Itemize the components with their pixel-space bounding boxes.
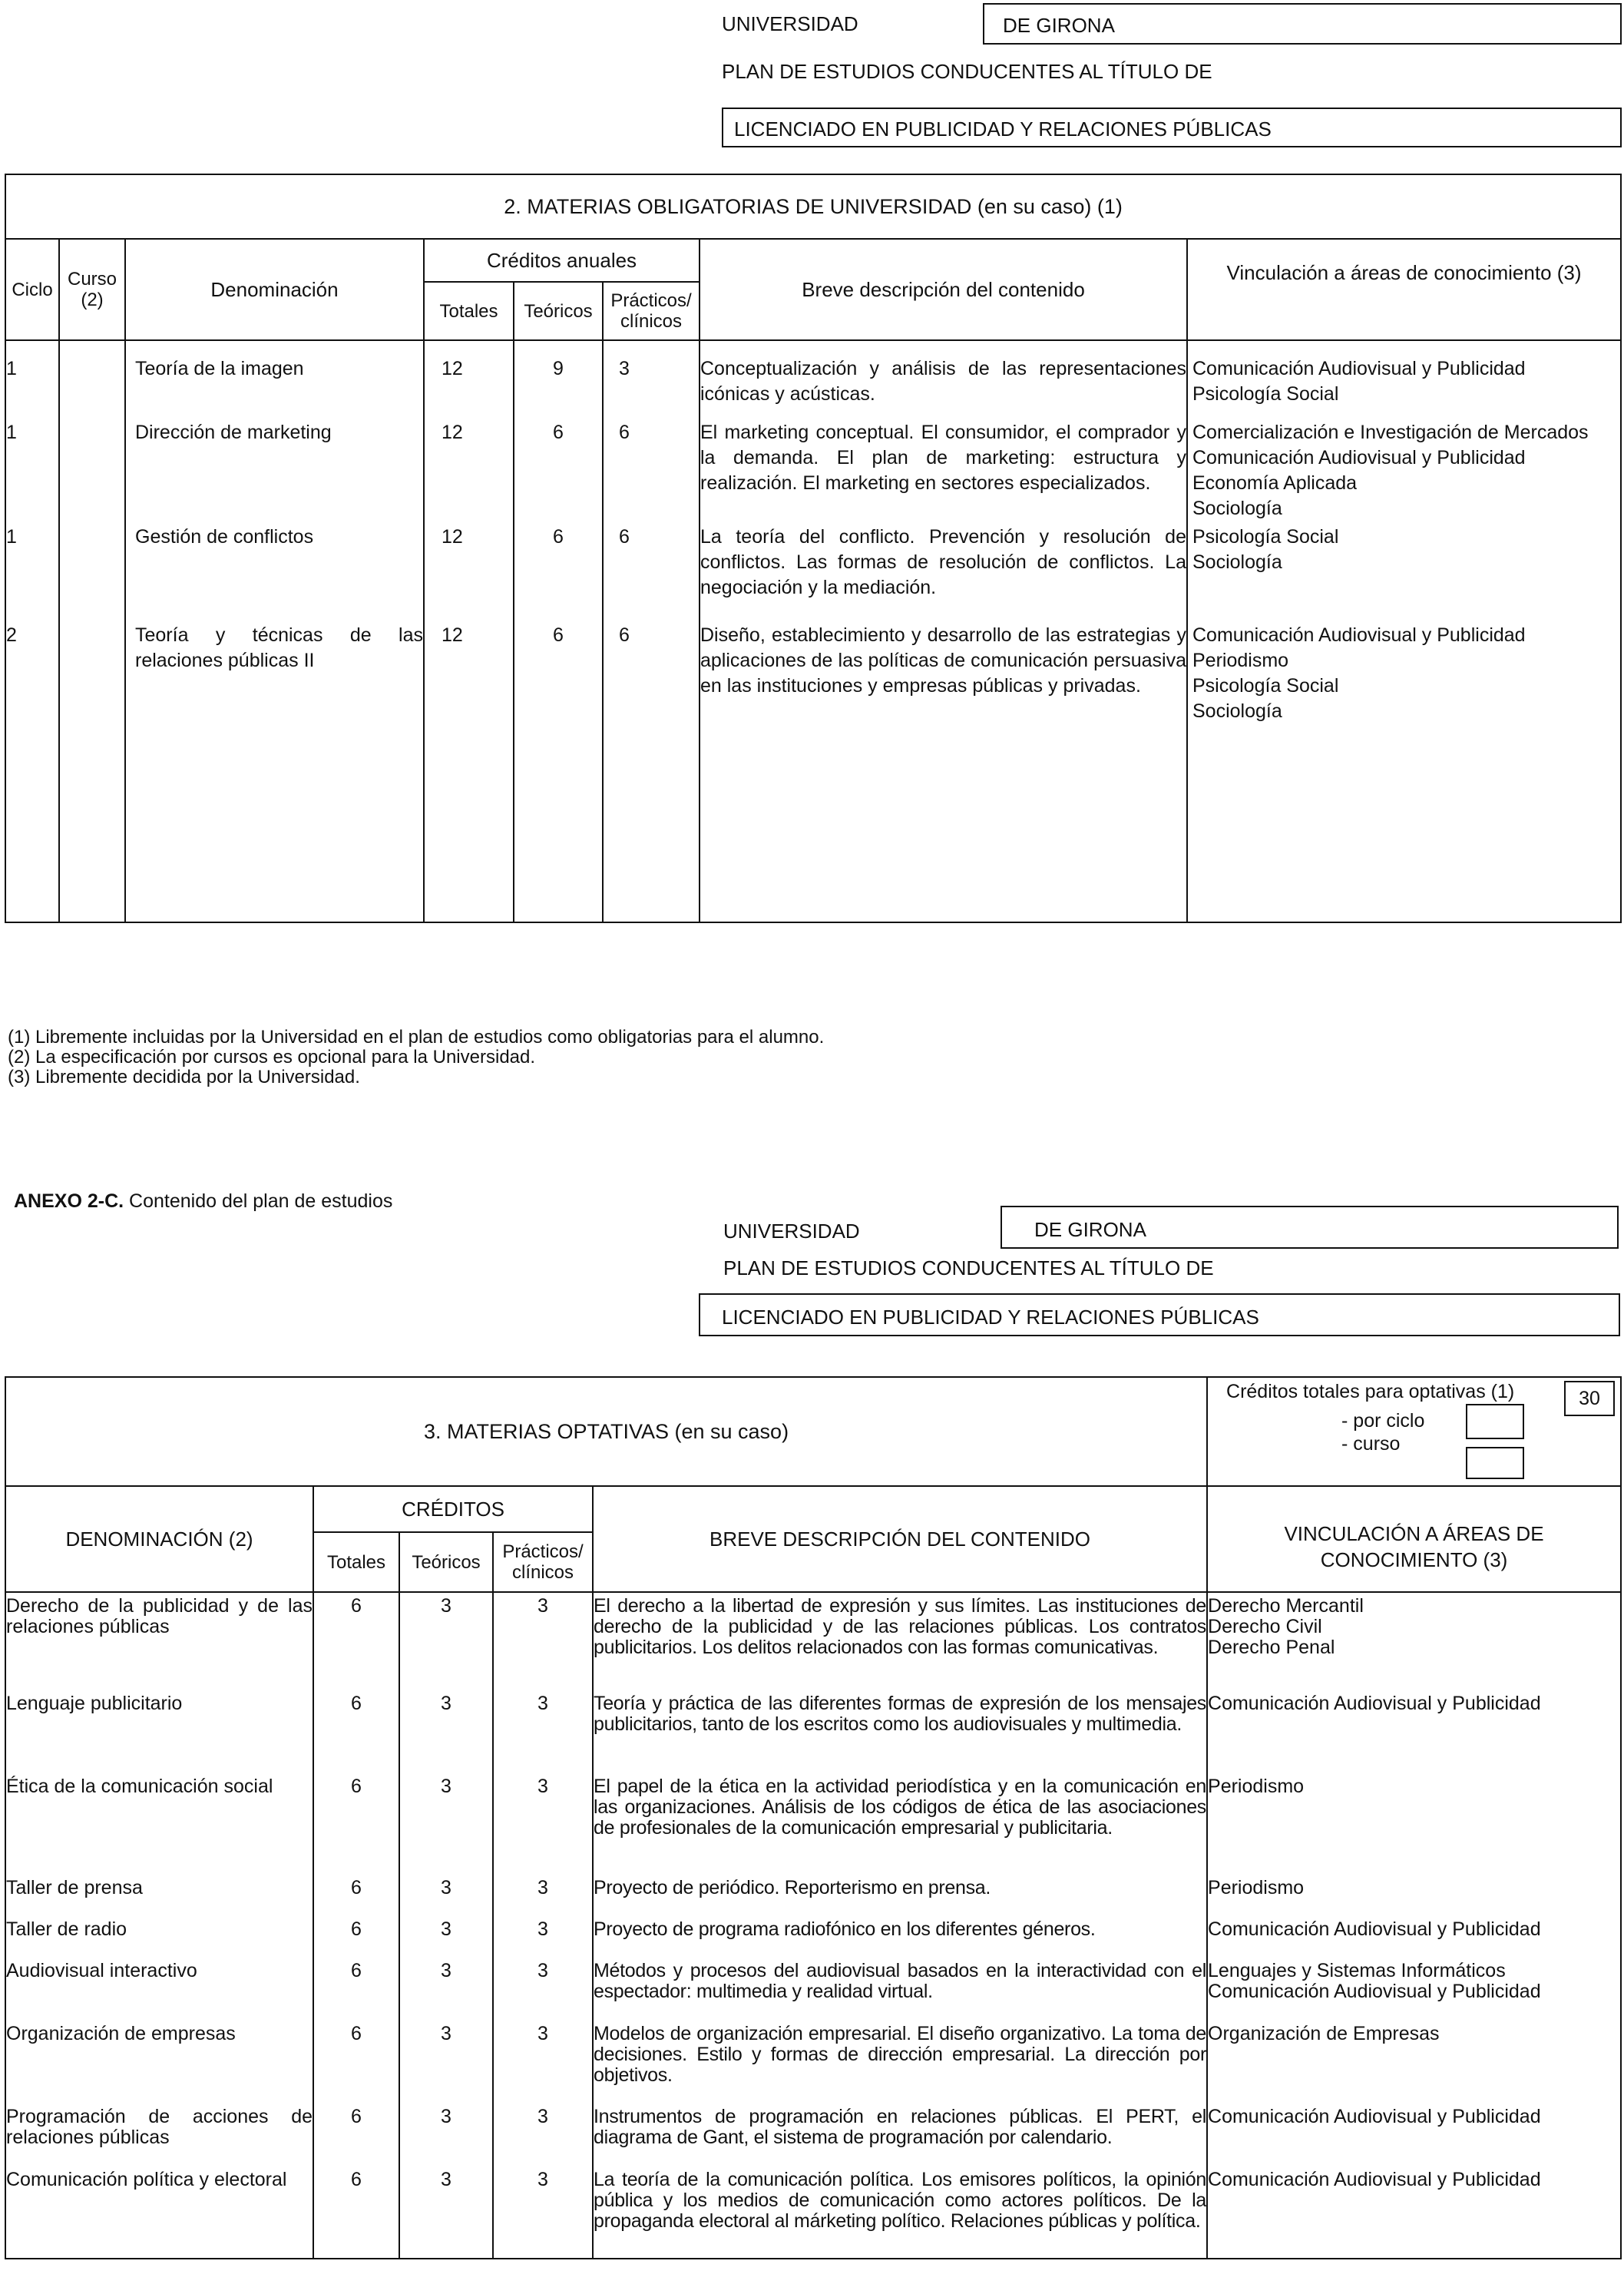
areas-cell	[1187, 521, 1621, 620]
col-teoricos2-header: Teóricos	[399, 1532, 493, 1592]
table-row	[5, 1592, 1621, 1693]
col-curso-header: Curso (2)	[59, 239, 125, 340]
practicos-cell: 3	[493, 2024, 593, 2107]
col-totales-header: Totales	[424, 282, 514, 340]
areas-cell	[1207, 1878, 1621, 1919]
curso-cell	[59, 417, 125, 521]
ciclo-cell: 1	[5, 340, 59, 417]
areas-cell	[1207, 1592, 1621, 1693]
area-item: Comunicación Audiovisual y Publicidad	[1208, 2106, 1541, 2127]
teoricos-cell: 3	[399, 1961, 493, 2024]
areas-cell	[1187, 340, 1621, 417]
universidad-label-b: UNIVERSIDAD	[723, 1220, 860, 1243]
totales-cell: 6	[313, 2107, 399, 2170]
table-row	[5, 1919, 1621, 1961]
footnote-2: (2) La especificación por cursos es opcional para la Universidad.	[8, 1047, 536, 1068]
descripcion-cell: El marketing conceptual. El consumidor, el comprador y la demanda. El plan de marketing: estructura y realización. El marketing en sectores especializados.	[700, 417, 1187, 521]
plan-label-b: PLAN DE ESTUDIOS CONDUCENTES AL TÍTULO DE	[723, 1256, 1214, 1279]
totales-cell: 6	[313, 2024, 399, 2107]
teoricos-cell: 3	[399, 1878, 493, 1919]
table-row	[5, 1878, 1621, 1919]
area-item: Psicología Social	[1192, 675, 1339, 697]
practicos-cell: 3	[493, 2107, 593, 2170]
totales-cell: 6	[313, 1592, 399, 1693]
curso-box	[1466, 1447, 1524, 1479]
table-obligatorias	[5, 174, 1622, 923]
denominacion-cell: Teoría y técnicas de las relaciones públicas II	[125, 620, 424, 922]
practicos-cell: 6	[603, 620, 700, 922]
teoricos-cell: 3	[399, 1776, 493, 1878]
por-ciclo-box	[1466, 1404, 1524, 1439]
denominacion-cell: Teoría de la imagen	[125, 340, 424, 417]
teoricos-cell: 6	[514, 620, 603, 922]
teoricos-cell: 6	[514, 417, 603, 521]
totales-cell: 12	[424, 521, 514, 620]
practicos-cell: 3	[493, 2170, 593, 2259]
denominacion-cell: Derecho de la publicidad y de las relaciones públicas	[5, 1592, 313, 1693]
creditos-totales-cell	[1207, 1377, 1621, 1486]
area-item: Periodismo	[1192, 650, 1289, 671]
teoricos-cell: 3	[399, 1693, 493, 1776]
area-item: Derecho Mercantil	[1208, 1595, 1364, 1617]
area-item: Periodismo	[1208, 1877, 1305, 1898]
practicos-cell: 3	[493, 1961, 593, 2024]
universidad-value: DE GIRONA	[1003, 14, 1115, 37]
areas-cell	[1207, 2024, 1621, 2107]
area-item: Sociología	[1192, 498, 1282, 519]
areas-cell	[1207, 1919, 1621, 1961]
footnote-1: (1) Libremente incluidas por la Universidad en el plan de estudios como obligatorias para el alumno.	[8, 1027, 825, 1048]
col-teoricos-header: Teóricos	[514, 282, 603, 340]
areas-cell	[1207, 2170, 1621, 2259]
area-item: Comunicación Audiovisual y Publicidad	[1192, 624, 1526, 646]
table-row	[5, 2107, 1621, 2170]
area-item: Lenguajes y Sistemas Informáticos	[1208, 1960, 1506, 1981]
anexo-heading	[14, 1190, 392, 1213]
teoricos-cell: 3	[399, 1919, 493, 1961]
areas-cell	[1187, 417, 1621, 521]
descripcion-cell: Proyecto de programa radiofónico en los diferentes géneros.	[593, 1919, 1207, 1961]
area-item: Comunicación Audiovisual y Publicidad	[1208, 1918, 1541, 1940]
titulo-box	[722, 108, 1622, 147]
totales-cell: 12	[424, 340, 514, 417]
table-optativas	[5, 1376, 1622, 2259]
area-item: Organización de Empresas	[1208, 2023, 1440, 2044]
creditos-totales-value: 30	[1564, 1381, 1615, 1416]
col-descripcion-header: Breve descripción del contenido	[700, 239, 1187, 340]
table-row	[5, 340, 1621, 417]
areas-cell	[1187, 620, 1621, 922]
denominacion-cell: Gestión de conflictos	[125, 521, 424, 620]
curso-cell	[59, 521, 125, 620]
area-item: Sociología	[1192, 551, 1282, 573]
totales-cell: 6	[313, 1961, 399, 2024]
table-row	[5, 2170, 1621, 2259]
col-practicos2-header: Prácticos/ clínicos	[493, 1532, 593, 1592]
teoricos-cell: 3	[399, 1592, 493, 1693]
curso-label: - curso	[1341, 1433, 1401, 1455]
totales-cell: 6	[313, 1878, 399, 1919]
col-creditos2-header: CRÉDITOS	[313, 1486, 593, 1532]
denominacion-cell: Audiovisual interactivo	[5, 1961, 313, 2024]
universidad-label: UNIVERSIDAD	[722, 12, 858, 35]
areas-cell	[1207, 1693, 1621, 1776]
descripcion-cell: Métodos y procesos del audiovisual basados en la interactividad con el espectador: multimedia y realidad virtual.	[593, 1961, 1207, 2024]
col-practicos-header: Prácticos/ clínicos	[603, 282, 700, 340]
area-item: Psicología Social	[1192, 383, 1339, 405]
practicos-cell: 3	[493, 1776, 593, 1878]
table-row	[5, 521, 1621, 620]
denominacion-cell: Organización de empresas	[5, 2024, 313, 2107]
descripcion-cell: El derecho a la libertad de expresión y sus límites. Las instituciones de derecho de la publicidad y de las relaciones públicas. Los contratos publicitarios. Los delitos relacionados con las formas comunicativas.	[593, 1592, 1207, 1693]
teoricos-cell: 6	[514, 521, 603, 620]
titulo-value-b: LICENCIADO EN PUBLICIDAD Y RELACIONES PÚBLICAS	[722, 1306, 1259, 1329]
area-item: Comunicación Audiovisual y Publicidad	[1192, 447, 1526, 468]
practicos-cell: 3	[603, 340, 700, 417]
titulo-value: LICENCIADO EN PUBLICIDAD Y RELACIONES PÚBLICAS	[734, 118, 1272, 141]
col-descripcion2-header: BREVE DESCRIPCIÓN DEL CONTENIDO	[593, 1486, 1207, 1592]
practicos-cell: 6	[603, 417, 700, 521]
areas-cell	[1207, 1961, 1621, 2024]
descripcion-cell: La teoría del conflicto. Prevención y resolución de conflictos. Las formas de resolución de conflictos. La negociación y la mediación.	[700, 521, 1187, 620]
practicos-cell: 3	[493, 1878, 593, 1919]
table-row	[5, 417, 1621, 521]
descripcion-cell: Modelos de organización empresarial. El diseño organizativo. La toma de decisiones. Estilo y formas de dirección empresarial. La dirección por objetivos.	[593, 2024, 1207, 2107]
descripcion-cell: Proyecto de periódico. Reporterismo en prensa.	[593, 1878, 1207, 1919]
curso-cell	[59, 340, 125, 417]
totales-cell: 6	[313, 1693, 399, 1776]
totales-cell: 12	[424, 417, 514, 521]
area-item: Comunicación Audiovisual y Publicidad	[1208, 1693, 1541, 1714]
table-row	[5, 620, 1621, 922]
ciclo-cell: 1	[5, 417, 59, 521]
col-vinculacion-header: Vinculación a áreas de conocimiento (3)	[1187, 239, 1621, 340]
table-row	[5, 1961, 1621, 2024]
descripcion-cell: Diseño, establecimiento y desarrollo de las estrategias y aplicaciones de las políticas de comunicación persuasiva en las instituciones y empresas públicas y privadas.	[700, 620, 1187, 922]
area-item: Sociología	[1192, 700, 1282, 722]
universidad-box	[983, 3, 1622, 45]
area-item: Comunicación Audiovisual y Publicidad	[1208, 1981, 1541, 2002]
creditos-totales-label: Créditos totales para optativas (1)	[1226, 1381, 1515, 1402]
teoricos-cell: 3	[399, 2107, 493, 2170]
table-row	[5, 2024, 1621, 2107]
descripcion-cell: Conceptualización y análisis de las representaciones icónicas y acústicas.	[700, 340, 1187, 417]
practicos-cell: 3	[493, 1592, 593, 1693]
footnote-3: (3) Libremente decidida por la Universidad.	[8, 1067, 360, 1087]
table2-title: 2. MATERIAS OBLIGATORIAS DE UNIVERSIDAD (en su caso) (1)	[5, 174, 1621, 239]
area-item: Derecho Civil	[1208, 1616, 1322, 1637]
area-item: Comunicación Audiovisual y Publicidad	[1192, 358, 1526, 379]
teoricos-cell: 9	[514, 340, 603, 417]
totales-cell: 12	[424, 620, 514, 922]
area-item: Comunicación Audiovisual y Publicidad	[1208, 2169, 1541, 2190]
descripcion-cell: Instrumentos de programación en relaciones públicas. El PERT, el diagrama de Gant, el sistema de programación por calendario.	[593, 2107, 1207, 2170]
area-item: Psicología Social	[1192, 526, 1339, 548]
teoricos-cell: 3	[399, 2170, 493, 2259]
ciclo-cell: 2	[5, 620, 59, 922]
curso-cell	[59, 620, 125, 922]
practicos-cell: 3	[493, 1693, 593, 1776]
denominacion-cell: Taller de radio	[5, 1919, 313, 1961]
denominacion-cell: Taller de prensa	[5, 1878, 313, 1919]
titulo-box-b	[699, 1293, 1620, 1336]
col-creditos-header: Créditos anuales	[424, 239, 700, 282]
plan-label: PLAN DE ESTUDIOS CONDUCENTES AL TÍTULO DE	[722, 60, 1212, 83]
areas-cell	[1207, 1776, 1621, 1878]
table-row	[5, 1776, 1621, 1878]
col-totales2-header: Totales	[313, 1532, 399, 1592]
universidad-box-b	[1001, 1206, 1619, 1249]
ciclo-cell: 1	[5, 521, 59, 620]
area-item: Derecho Penal	[1208, 1637, 1335, 1658]
denominacion-cell: Lenguaje publicitario	[5, 1693, 313, 1776]
totales-cell: 6	[313, 1776, 399, 1878]
col-ciclo-header: Ciclo	[5, 239, 59, 340]
descripcion-cell: Teoría y práctica de las diferentes formas de expresión de los mensajes publicitarios, tanto de los escritos como los audiovisuales y multimedia.	[593, 1693, 1207, 1776]
practicos-cell: 3	[493, 1919, 593, 1961]
descripcion-cell: La teoría de la comunicación política. Los emisores políticos, la opinión pública y los medios de comunicación como actores políticos. De la propaganda electoral al márketing político. Relaciones públicas y política.	[593, 2170, 1207, 2259]
anexo-label-rest: Contenido del plan de estudios	[124, 1190, 393, 1212]
universidad-value-b: DE GIRONA	[1034, 1218, 1146, 1241]
totales-cell: 6	[313, 2170, 399, 2259]
table-row	[5, 1693, 1621, 1776]
denominacion-cell: Dirección de marketing	[125, 417, 424, 521]
teoricos-cell: 3	[399, 2024, 493, 2107]
denominacion-cell: Comunicación política y electoral	[5, 2170, 313, 2259]
practicos-cell: 6	[603, 521, 700, 620]
area-item: Economía Aplicada	[1192, 472, 1358, 494]
anexo-label-bold: ANEXO 2-C.	[14, 1190, 124, 1212]
descripcion-cell: El papel de la ética en la actividad periodística y en la comunicación en las organizaciones. Análisis de los códigos de ética de las asociaciones de profesionales de la comunicación empresarial y publicitaria.	[593, 1776, 1207, 1878]
areas-cell	[1207, 2107, 1621, 2170]
col-denominacion2-header: DENOMINACIÓN (2)	[5, 1486, 313, 1592]
denominacion-cell: Programación de acciones de relaciones públicas	[5, 2107, 313, 2170]
por-ciclo-label: - por ciclo	[1341, 1410, 1425, 1432]
table3-title: 3. MATERIAS OPTATIVAS (en su caso)	[5, 1377, 1207, 1486]
denominacion-cell: Ética de la comunicación social	[5, 1776, 313, 1878]
area-item: Comercialización e Investigación de Mercados	[1192, 422, 1589, 443]
area-item: Periodismo	[1208, 1776, 1305, 1797]
col-denominacion-header: Denominación	[125, 239, 424, 340]
col-vinculacion2-header: VINCULACIÓN A ÁREAS DE CONOCIMIENTO (3)	[1207, 1486, 1621, 1592]
totales-cell: 6	[313, 1919, 399, 1961]
